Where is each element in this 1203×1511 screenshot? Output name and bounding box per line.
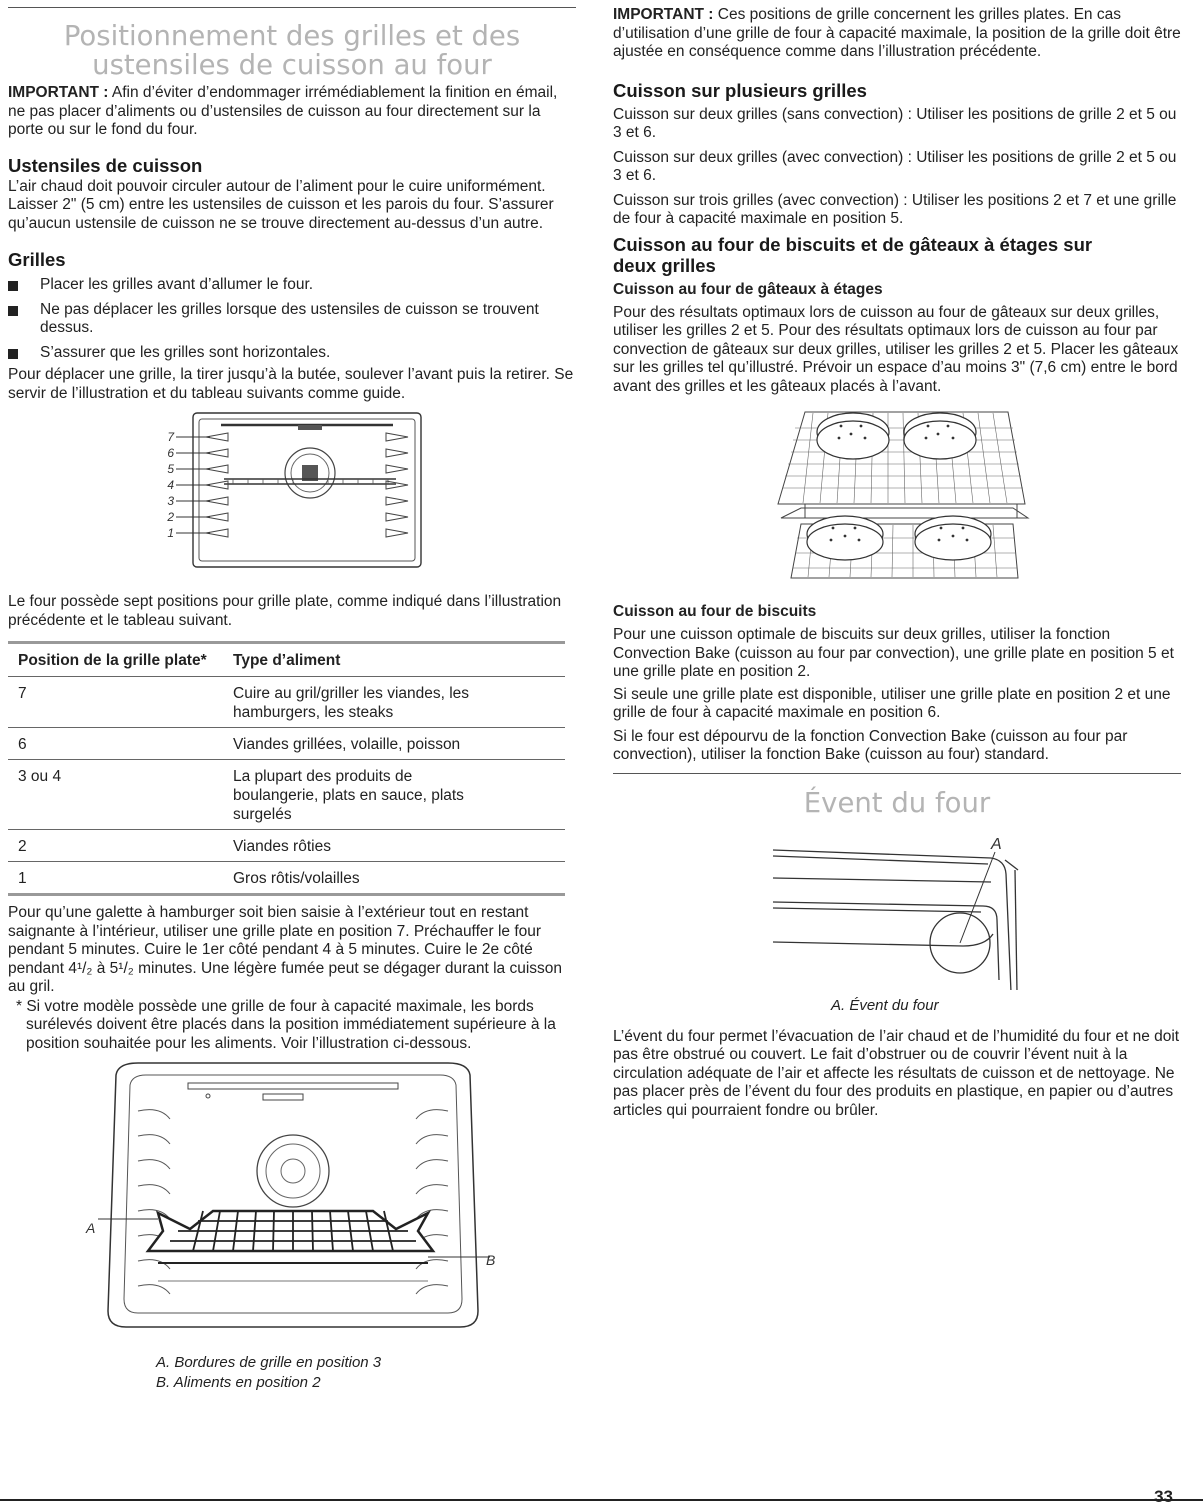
table-cell-type: La plupart des produits de boulangerie, plats en sauce, plats surgelés xyxy=(223,760,565,830)
event-title: Évent du four xyxy=(803,786,991,819)
important-label: IMPORTANT : xyxy=(8,84,109,101)
table-row xyxy=(8,760,565,830)
oven-rack-positions-figure xyxy=(8,411,576,581)
biscuits-gateaux-heading: Cuisson au four de biscuits et de gâteaux à étages sur deux grilles xyxy=(613,233,1093,276)
rack-position-table xyxy=(8,641,565,896)
section-divider xyxy=(613,773,1181,774)
oven-vent-illustration xyxy=(613,830,1181,990)
max-capacity-rack-figure xyxy=(8,1061,576,1341)
oven-rack-positions-illustration xyxy=(8,411,576,581)
grilles-text: Pour déplacer une grille, la tirer jusqu’à la butée, soulever l’avant puis la retirer. Se servir de l’illustration et du tableau suivants comme guide. xyxy=(8,366,574,402)
multi-rack-paragraph: Cuisson sur deux grilles (sans convection) : Utiliser les positions de grille 2 et 5 ou 3 et 6. xyxy=(613,105,1177,141)
rack-position-label: 6 xyxy=(167,446,174,460)
max-capacity-rack-illustration xyxy=(8,1061,576,1341)
gateaux-text: Pour des résultats optimaux lors de cuisson au four de gâteaux sur deux grilles, utiliser les grilles 2 et 5. Pour des résultats optimaux lors de cuisson au four par convection de gâteaux sur deux grilles, utiliser les grilles 2 et 5. Placer les gâteaux sur les grilles tel qu’illustré. Prévoir un espace d’au moins 3" (7,6 cm) entre le bord avant des grilles et les gâteaux placés à l’avant. xyxy=(613,303,1179,395)
rack-position-label: 7 xyxy=(167,430,174,444)
table-row xyxy=(8,830,565,862)
caption-a: A. Bordures de grille en position 3 xyxy=(156,1354,382,1371)
table-cell-position: 7 xyxy=(8,677,223,728)
grilles-bullet: S’assurer que les grilles sont horizontales. xyxy=(8,344,576,363)
grilles-bullet: Ne pas déplacer les grilles lorsque des ustensiles de cuisson se trouvent dessus. xyxy=(8,301,576,338)
oven-vent-figure xyxy=(613,830,1181,990)
page-number: 33 xyxy=(1154,1487,1173,1506)
layer-cakes-figure xyxy=(613,408,1181,586)
important-notice-right xyxy=(613,6,1181,62)
hamburger-text: Pour qu’une galette à hamburger soit bien saisie à l’extérieur tout en restant saignante à l’intérieur, utiliser une grille plate en position 7. Préchauffer le four pendant 5 minutes. Cuire le 1er côté pendant 4 à 5 minutes. Cuire le 2e côté pendant 4¹/₂ à 5¹/₂ minutes. Une légère fumée peut se dégager durant la cuisson au gril. xyxy=(8,904,563,995)
important-label: IMPORTANT : xyxy=(613,6,714,23)
vent-caption: A. Évent du four xyxy=(831,996,939,1014)
table-cell-position: 2 xyxy=(8,830,223,862)
layer-cakes-illustration xyxy=(613,408,1181,586)
ustensiles-text: L’air chaud doit pouvoir circuler autour de l’aliment pour le cuire uniformément. Laisser 2" (5 cm) entre les ustensiles de cuisson et les parois du four. S’assurer qu’aucun ustensile de cuisson ne se trouve directement au-dessus d’un autre. xyxy=(8,177,554,232)
table-cell-type: Gros rôtis/volailles xyxy=(223,862,565,895)
rack-position-label: 1 xyxy=(167,526,174,540)
multi-rack-paragraph: Cuisson sur trois grilles (avec convection) : Utiliser les positions 2 et 7 et une grille de four à capacité maximale en position 5. xyxy=(613,191,1177,227)
grilles-heading: Grilles xyxy=(8,249,66,270)
table-cell-position: 1 xyxy=(8,862,223,895)
grilles-bullet-list xyxy=(8,276,576,362)
table-row xyxy=(8,677,565,728)
vent-label-a: A xyxy=(991,835,1002,853)
section-title: Positionnement des grilles et des ustensiles de cuisson au four xyxy=(63,20,521,81)
positions-text: Le four possède sept positions pour grille plate, comme indiqué dans l’illustration précédente et le tableau suivant. xyxy=(8,593,562,629)
caption-b: B. Aliments en position 2 xyxy=(156,1374,321,1391)
multi-rack-heading: Cuisson sur plusieurs grilles xyxy=(613,79,867,101)
gateaux-subheading: Cuisson au four de gâteaux à étages xyxy=(613,280,883,298)
table-header-type: Type d’aliment xyxy=(223,643,565,677)
footer-rule xyxy=(0,1499,1203,1501)
rack-position-label: 4 xyxy=(167,478,174,492)
grilles-bullet: Placer les grilles avant d’allumer le four. xyxy=(8,276,576,295)
table-cell-type: Viandes rôties xyxy=(223,830,565,862)
left-column xyxy=(8,0,576,1393)
table-cell-type: Cuire au gril/griller les viandes, les hamburgers, les steaks xyxy=(223,677,565,728)
table-row xyxy=(8,728,565,760)
table-header-row xyxy=(8,643,565,677)
important-text: Afin d’éviter d’endommager irrémédiablement la finition en émail, ne pas placer d’aliments ou d’ustensiles de cuisson au four directement sur la porte ou sur le fond du four. xyxy=(8,84,558,138)
biscuits-paragraph: Si le four est dépourvu de la fonction Convection Bake (cuisson au four par convection), utiliser la fonction Bake (cuisson au four) standard. xyxy=(613,727,1128,763)
table-header-position: Position de la grille plate* xyxy=(8,643,223,677)
table-row xyxy=(8,862,565,895)
biscuits-paragraph: Si seule une grille plate est disponible, utiliser une grille plate en position 2 et une grille de four à capacité maximale en position 6. xyxy=(613,685,1171,721)
important-notice xyxy=(8,84,576,140)
vent-text: L’évent du four permet l’évacuation de l’air chaud et de l’humidité du four et ne doit pas être obstrué ou couvert. Le fait d’obstruer ou de couvrir l’évent nuit à la circulation adéquate de l’air et affecte les résultats de cuisson et de nettoyage. Ne pas placer près de l’évent du four des produits en plastique, en papier ou d’autres articles qui pourraient fondre ou brûler. xyxy=(613,1027,1180,1119)
figure-label-a: A xyxy=(86,1220,96,1236)
rack-position-label: 5 xyxy=(167,462,174,476)
footnote: * Si votre modèle possède une grille de four à capacité maximale, les bords surélevés doivent être placés dans la position immédiatement supérieure à la position souhaitée pour les aliments. Voir l’illustration ci-dessous. xyxy=(16,997,556,1052)
rack-position-label: 2 xyxy=(167,510,174,524)
ustensiles-heading: Ustensiles de cuisson xyxy=(8,154,203,176)
biscuits-subheading: Cuisson au four de biscuits xyxy=(613,603,817,620)
table-cell-position: 3 ou 4 xyxy=(8,760,223,830)
biscuits-paragraph: Pour une cuisson optimale de biscuits sur deux grilles, utiliser la fonction Convection Bake (cuisson au four par convection), une grille plate en position 5 et une grille plate en position 2. xyxy=(613,626,1174,680)
important-text: Ces positions de grille concernent les grilles plates. En cas d’utilisation d’une grille de four à capacité maximale, la position de la grille doit être ajustée en conséquence comme dans l’illustration précédente. xyxy=(613,6,1181,60)
table-cell-type: Viandes grillées, volaille, poisson xyxy=(223,728,565,760)
right-column xyxy=(613,0,1181,1120)
figure-caption xyxy=(8,1353,576,1393)
table-cell-position: 6 xyxy=(8,728,223,760)
rack-position-label: 3 xyxy=(167,494,174,508)
figure-label-b: B xyxy=(486,1252,496,1268)
multi-rack-paragraph: Cuisson sur deux grilles (avec convection) : Utiliser les positions de grille 2 et 5 ou 3 et 6. xyxy=(613,148,1177,184)
